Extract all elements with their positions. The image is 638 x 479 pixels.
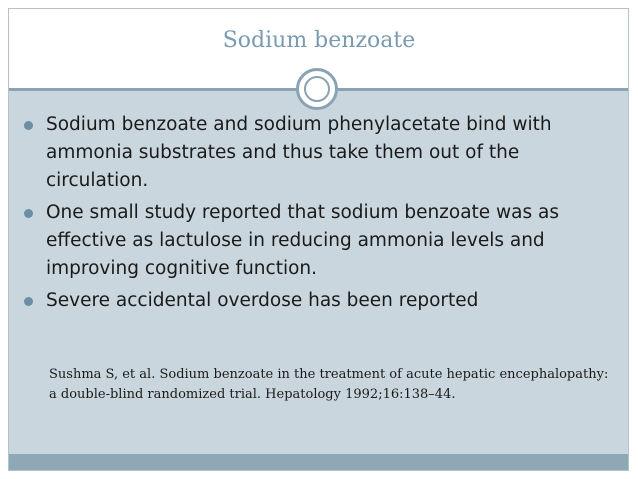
bullet-dot-icon [24,121,33,130]
slide-title: Sodium benzoate [222,28,416,53]
bullet-item [24,287,614,315]
bullet-text: Sodium benzoate and sodium phenylacetate bind with ammonia substrates and thus take them out of the circulation. [46,114,552,191]
reference-citation: Sushma S, et al. Sodium benzoate in the treatment of acute hepatic encephalopathy: a double-blind randomized trial. Hepatology 1992;16:138–44. [49,367,609,402]
circle-ornament-icon [296,68,338,110]
bullet-text: One small study reported that sodium benzoate was as effective as lactulose in reducing ammonia levels and improving cognitive function. [46,202,560,279]
bullet-dot-icon [24,209,33,218]
bullet-item [24,111,614,195]
bullet-list [24,111,614,319]
bullet-text: Severe accidental overdose has been reported [46,290,479,311]
bullet-dot-icon [24,297,33,306]
circle-ornament-inner [304,76,330,102]
bullet-item [24,199,614,283]
